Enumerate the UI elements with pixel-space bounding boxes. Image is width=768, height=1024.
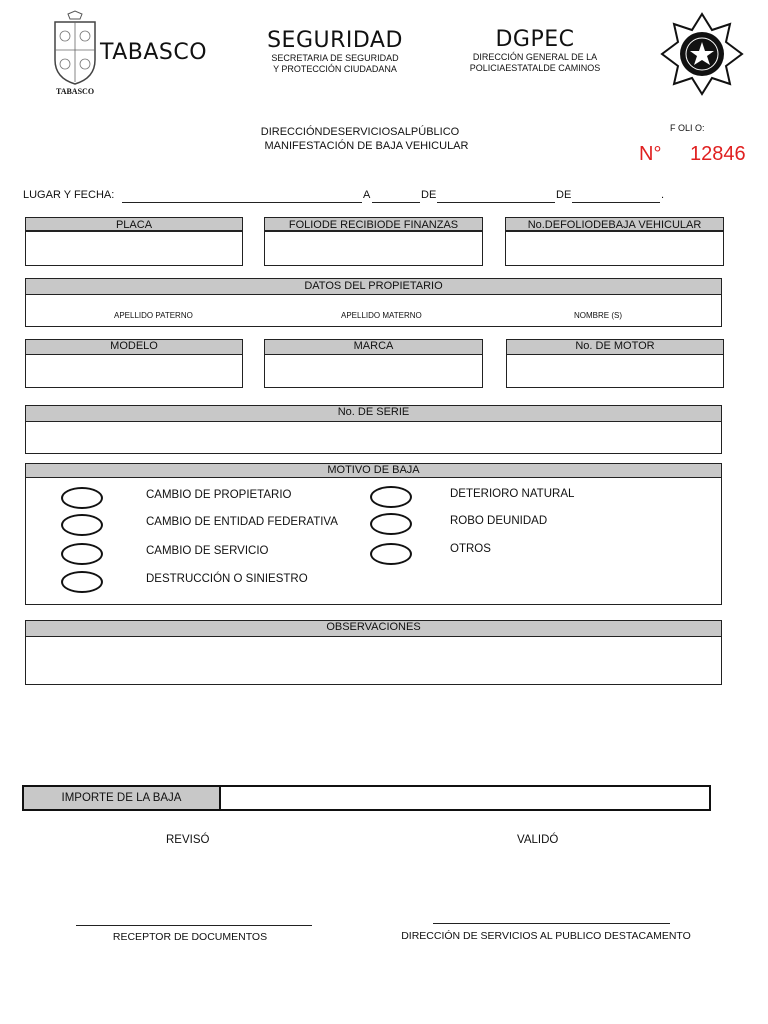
- place-date-end: .: [661, 189, 665, 201]
- dgpec-sub2: POLICIAESTATALDE CAMINOS: [469, 63, 601, 73]
- motivo-option-deterioro-label: DETERIORO NATURAL: [450, 488, 575, 500]
- owner-nombre: NOMBRE (S): [574, 311, 622, 320]
- motivo-option-cambio-servicio-radio[interactable]: [61, 543, 103, 565]
- seguridad-sub1: SECRETARIA DE SEGURIDAD: [271, 53, 399, 63]
- folio-recibo-header: FOLIODE RECIBIODE FINANZAS: [264, 217, 483, 231]
- marca-field[interactable]: [264, 354, 483, 388]
- observaciones-header: OBSERVACIONES: [25, 620, 722, 637]
- seguridad-block: [255, 28, 415, 75]
- dgpec-block: [455, 27, 615, 74]
- importe-row: [22, 785, 711, 811]
- motor-field[interactable]: [506, 354, 724, 388]
- owner-apellido-paterno: APELLIDO PATERNO: [114, 311, 193, 320]
- owner-apellido-materno: APELLIDO MATERNO: [341, 311, 422, 320]
- valido-label: VALIDÓ: [517, 834, 559, 846]
- folio-label: F OLI O:: [670, 123, 705, 133]
- place-date-a: A: [363, 189, 371, 201]
- observaciones-field[interactable]: [25, 636, 722, 685]
- motivo-option-cambio-entidad-radio[interactable]: [61, 514, 103, 536]
- dgpec-title: DGPEC: [495, 27, 575, 52]
- tabasco-seal-logo: [50, 10, 100, 88]
- direccion-label: DIRECCIÓN DE SERVICIOS AL PUBLICO DESTACAMENTO: [401, 930, 691, 942]
- state-name: TABASCO: [100, 40, 208, 65]
- folio-recibo-field[interactable]: [264, 231, 483, 266]
- motivo-option-cambio-entidad-label: CAMBIO DE ENTIDAD FEDERATIVA: [146, 516, 338, 528]
- folio-baja-field[interactable]: [505, 231, 724, 266]
- place-field-line[interactable]: [122, 202, 362, 203]
- dgpec-sub1: DIRECCIÓN GENERAL DE LA: [472, 52, 598, 62]
- motivo-option-cambio-servicio-label: CAMBIO DE SERVICIO: [146, 545, 269, 557]
- marca-header: MARCA: [264, 339, 483, 355]
- folio-number: 12846: [690, 143, 746, 165]
- doc-line1: DIRECCIÓNDESERVICIOSALPÚBLICO: [260, 126, 460, 138]
- seguridad-title: SEGURIDAD: [267, 28, 403, 53]
- folio-baja-header: No.DEFOLIODEBAJA VEHICULAR: [505, 217, 724, 231]
- motor-header: No. DE MOTOR: [506, 339, 724, 355]
- owner-header: DATOS DEL PROPIETARIO: [25, 278, 722, 295]
- placa-header: PLACA: [25, 217, 243, 231]
- direccion-signature-line[interactable]: [433, 923, 670, 924]
- motivo-option-robo-radio[interactable]: [370, 513, 412, 535]
- police-star-badge-logo: [660, 12, 744, 96]
- motivo-option-cambio-propietario-radio[interactable]: [61, 487, 103, 509]
- importe-label: IMPORTE DE LA BAJA: [24, 787, 221, 809]
- modelo-field[interactable]: [25, 354, 243, 388]
- seguridad-sub2: Y PROTECCIÓN CIUDADANA: [273, 64, 397, 74]
- place-date-de2: DE: [556, 189, 572, 201]
- serie-field[interactable]: [25, 421, 722, 454]
- motivo-option-deterioro-radio[interactable]: [370, 486, 412, 508]
- importe-field[interactable]: [221, 787, 709, 809]
- reviso-label: REVISÓ: [166, 834, 210, 846]
- modelo-header: MODELO: [25, 339, 243, 355]
- placa-field[interactable]: [25, 231, 243, 266]
- motivo-option-otros-radio[interactable]: [370, 543, 412, 565]
- year-field-line[interactable]: [572, 202, 660, 203]
- month-field-line[interactable]: [437, 202, 555, 203]
- receptor-signature-line[interactable]: [76, 925, 312, 926]
- motivo-option-destruccion-radio[interactable]: [61, 571, 103, 593]
- day-field-line[interactable]: [372, 202, 420, 203]
- motivo-option-cambio-propietario-label: CAMBIO DE PROPIETARIO: [146, 489, 292, 501]
- folio-prefix: N°: [639, 143, 662, 165]
- serie-header: No. DE SERIE: [25, 405, 722, 422]
- motivo-option-destruccion-label: DESTRUCCIÓN O SINIESTRO: [146, 573, 308, 585]
- place-date-label: LUGAR Y FECHA:: [23, 189, 115, 201]
- receptor-label: RECEPTOR DE DOCUMENTOS: [112, 931, 268, 943]
- doc-line2: MANIFESTACIÓN DE BAJA VEHICULAR: [264, 140, 469, 152]
- place-date-de1: DE: [421, 189, 437, 201]
- seal-caption: TABASCO: [55, 87, 95, 96]
- motivo-header: MOTIVO DE BAJA: [25, 463, 722, 478]
- motivo-option-robo-label: ROBO DEUNIDAD: [450, 515, 548, 527]
- motivo-option-otros-label: OTROS: [450, 543, 491, 555]
